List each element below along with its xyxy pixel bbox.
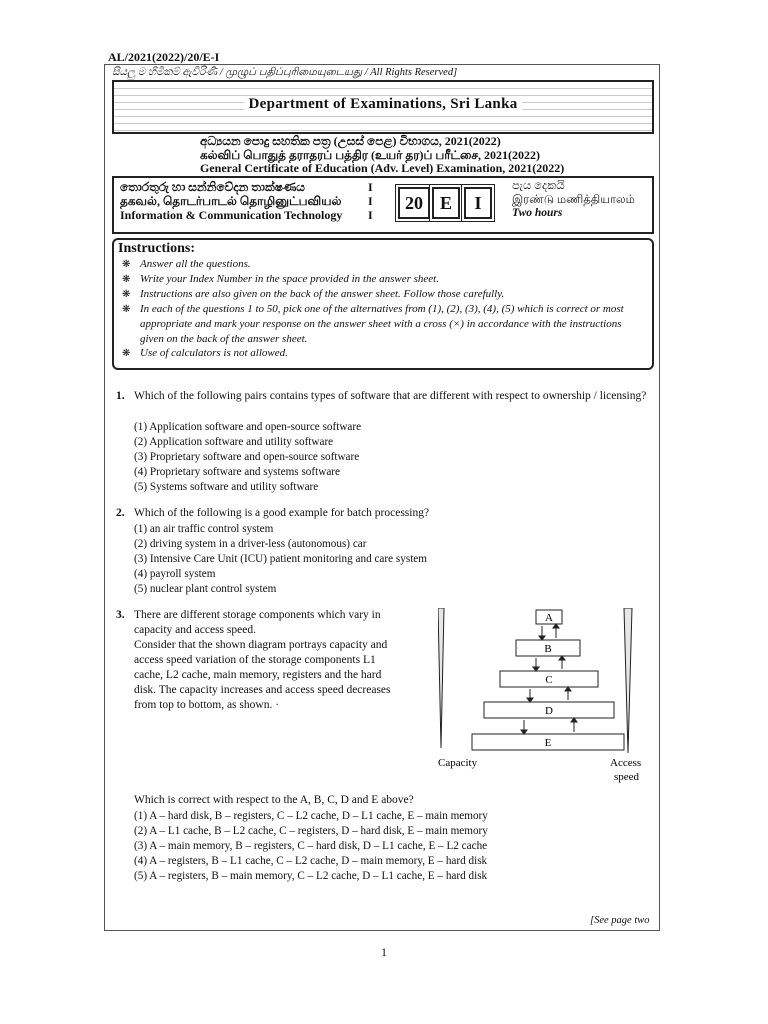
option: (3) Proprietary software and open-source software [134, 451, 360, 463]
question-number: 2. [116, 507, 125, 519]
question-1 [116, 389, 656, 404]
question-3 [116, 608, 125, 623]
subject-code-number: 20 [398, 187, 430, 219]
question-number: 3. [116, 609, 125, 621]
duration-english: Two hours [512, 207, 563, 219]
level-c-label: C [545, 674, 553, 686]
level-b-label: B [544, 643, 552, 655]
level-e-label: E [544, 737, 552, 749]
part-marker: I [368, 180, 373, 194]
exam-title-sinhala: අධ්‍යයන පොදු සහතික පත්‍ර (උසස් පෙළ) විභාගය, 2021(2022) [200, 134, 501, 148]
page-number: 1 [381, 945, 387, 959]
subject-code-part: I [464, 187, 492, 219]
see-page-two: [See page two [590, 915, 650, 926]
question-text: Which of the following is a good example for batch processing? [134, 507, 430, 519]
option: (4) payroll system [134, 568, 216, 580]
part-marker: I [368, 194, 373, 208]
rights-notice: සියලු ම හිමිකම් ඇවිරිණි / முழுப் பதிப்புரிமையுடையது / All Rights Reserved] [112, 67, 458, 78]
subject-english: Information & Communication Technology [120, 208, 343, 222]
part-marker: I [368, 208, 373, 222]
option: (2) driving system in a driver-less (autonomous) car [134, 538, 367, 550]
duration-sinhala: පැය දෙකයි [512, 180, 565, 192]
instruction-item: ❋ Instructions are also given on the back of the answer sheet. Follow those carefully. [122, 288, 505, 300]
text-line: access speed variation of the storage components L1 [134, 654, 376, 666]
speed-wedge [624, 608, 632, 753]
option: (1) A – hard disk, B – registers, C – L2 cache, D – L1 cache, E – main memory [134, 810, 488, 822]
instruction-item: ❋ Use of calculators is not allowed. [122, 347, 288, 359]
exam-title-tamil: கல்விப் பொதுத் தராதரப் பத்திர (உயர் தர)ப் பரீட்சை, 2021(2022) [200, 148, 541, 162]
memory-hierarchy-diagram [438, 608, 658, 788]
exam-title-english: General Certificate of Education (Adv. Level) Examination, 2021(2022) [200, 161, 565, 175]
option: (5) nuclear plant control system [134, 583, 277, 595]
instructions-title: Instructions: [118, 241, 196, 256]
subject-tamil: தகவல், தொடர்பாடல் தொழினுட்பவியல் [120, 194, 342, 208]
question-3-text [134, 608, 434, 713]
level-d-label: D [545, 705, 553, 717]
capacity-wedge [438, 608, 444, 748]
subject-sinhala: තොරතුරු හා සන්නිවේදන තාක්ෂණය [120, 180, 305, 194]
capacity-label: Capacity [438, 757, 478, 769]
option: (3) Intensive Care Unit (ICU) patient monitoring and care system [134, 553, 427, 565]
text-line: from top to bottom, as shown. · [134, 699, 280, 711]
text-line: Consider that the shown diagram portrays capacity and [134, 639, 388, 651]
text-line: There are different storage components which vary in [134, 609, 381, 621]
option: (5) Systems software and utility software [134, 481, 319, 493]
option: (3) A – main memory, B – registers, C – hard disk, D – L1 cache, E – L2 cache [134, 840, 488, 852]
question-text: Which of the following pairs contains types of software that are different with respect to ownership / licensing? [134, 390, 647, 402]
instruction-item: ❋ Write your Index Number in the space provided in the answer sheet. [122, 273, 439, 285]
question-number: 1. [116, 390, 125, 402]
option: (2) A – L1 cache, B – L2 cache, C – registers, D – hard disk, E – main memory [134, 825, 488, 837]
question-2 [116, 506, 656, 521]
option: (1) an air traffic control system [134, 523, 274, 535]
level-a-label: A [545, 612, 553, 624]
speed-label: speed [614, 771, 640, 783]
access-label: Access [610, 757, 642, 769]
text-line: disk. The capacity increases and access speed decreases [134, 684, 391, 696]
subject-code-medium: E [432, 187, 460, 219]
option: (1) Application software and open-source software [134, 421, 362, 433]
option: (5) A – registers, B – main memory, C – L2 cache, D – L1 cache, E – hard disk [134, 870, 488, 882]
option: (2) Application software and utility software [134, 436, 334, 448]
option: (4) Proprietary software and systems software [134, 466, 340, 478]
text-line: capacity and access speed. [134, 624, 256, 636]
duration-tamil: இரண்டு மணித்தியாலம் [512, 194, 635, 206]
instruction-item: ❋ In each of the questions 1 to 50, pick one of the alternatives from (1), (2), (3), (4), (5) which is correct or most appropriate and mark your response on the answer sheet with a cross (×) in accordance with the instructions given on the back of the answer sheet. [122, 303, 624, 345]
option: (4) A – registers, B – L1 cache, C – L2 cache, D – main memory, E – hard disk [134, 855, 488, 867]
text-line: cache, L2 cache, main memory, registers and the hard [134, 669, 382, 681]
question-3-prompt: Which is correct with respect to the A, B, C, D and E above? [134, 794, 414, 806]
department-name: Department of Examinations, Sri Lanka [114, 96, 652, 113]
department-banner [112, 80, 654, 134]
instruction-item: ❋ Answer all the questions. [122, 258, 251, 270]
paper-code: AL/2021(2022)/20/E-I [108, 50, 220, 64]
